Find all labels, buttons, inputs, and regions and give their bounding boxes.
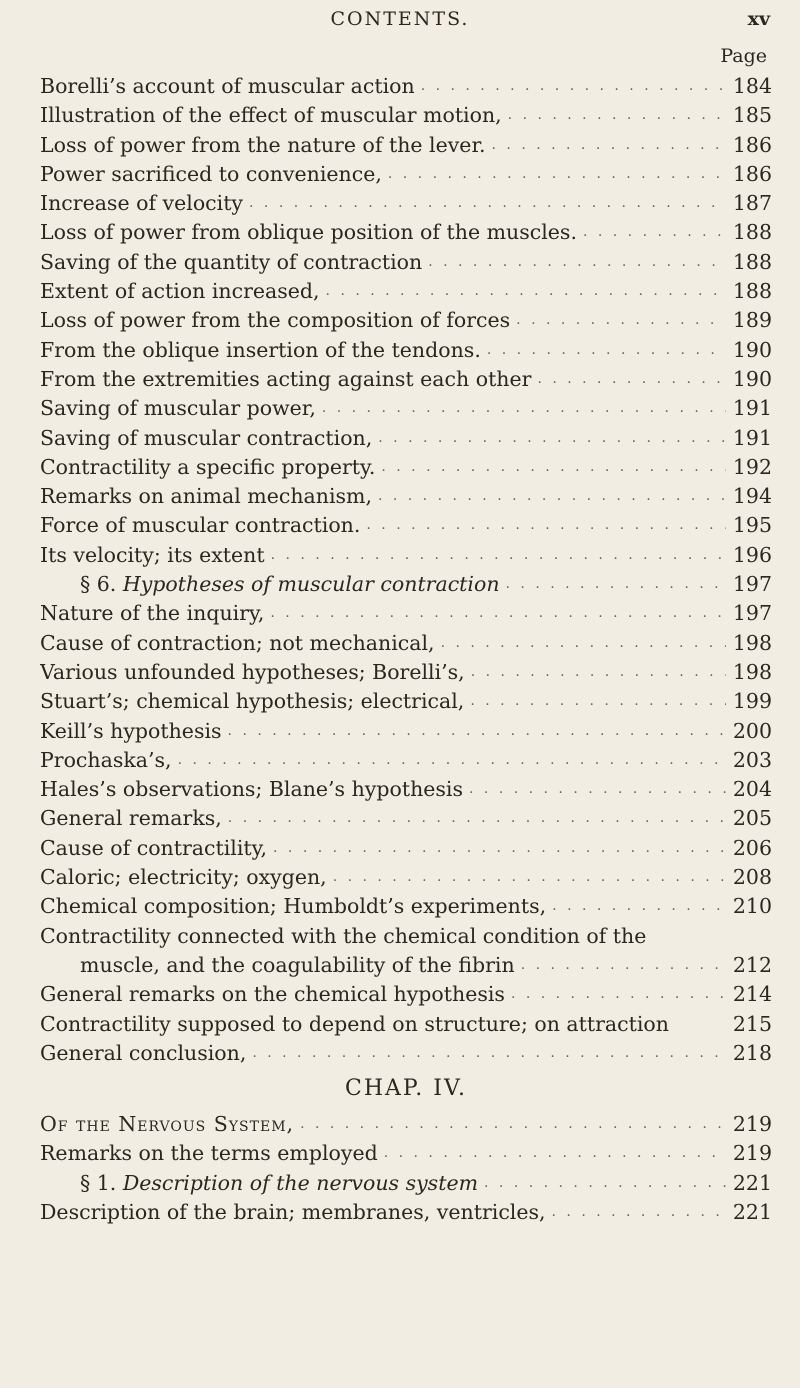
toc-page: 221 [726,1198,772,1227]
toc-text: General remarks, [40,804,228,833]
toc-entry [40,1139,772,1168]
toc-entry [40,863,772,892]
toc-page: 197 [726,570,772,599]
toc-page: 215 [726,1010,772,1039]
page-column-heading: Page [720,45,767,67]
toc-text: Loss of power from the composition of forces [40,306,516,335]
toc-page: 194 [726,482,772,511]
toc-text: General remarks on the chemical hypothesis [40,980,511,1009]
toc-entry [40,717,772,746]
toc-text: Increase of velocity [40,189,249,218]
toc-text: Description of the brain; membranes, ventricles, [40,1198,552,1227]
toc-text: Hales’s observations; Blane’s hypothesis [40,775,469,804]
toc-page: 203 [726,746,772,775]
toc-page: 191 [726,424,772,453]
toc-page: 190 [726,336,772,365]
toc-group-a [40,72,772,570]
toc-text: General conclusion, [40,1039,252,1068]
toc-page: 191 [726,394,772,423]
toc-text: From the extremities acting against each other [40,365,537,394]
toc-text: Force of muscular contraction. [40,511,366,540]
toc-page: 198 [726,629,772,658]
toc-page: 205 [726,804,772,833]
toc-page: 200 [726,717,772,746]
toc-page: 188 [726,277,772,306]
toc-entry [40,453,772,482]
toc-text: Of the Nervous System, [40,1110,300,1139]
toc-text: Loss of power from oblique position of the muscles. [40,218,583,247]
toc-entry [40,394,772,423]
toc-entry [40,101,772,130]
toc-entry [40,687,772,716]
toc-group-b [40,599,772,921]
toc-page: 218 [726,1039,772,1068]
toc-entry-contractility-line2 [40,951,772,980]
toc-group-f [40,1198,772,1227]
toc-page: 197 [726,599,772,628]
toc-page: 204 [726,775,772,804]
toc-text: Cause of contractility, [40,834,273,863]
toc-page: 198 [726,658,772,687]
toc-entry [40,336,772,365]
toc-entry [40,160,772,189]
toc-entry [40,218,772,247]
toc-page: 212 [726,951,772,980]
toc-entry [40,599,772,628]
toc-entry [40,1198,772,1227]
toc-text: Saving of the quantity of contraction [40,248,428,277]
chapter-heading: CHAP. IV. [345,1076,467,1102]
toc-entry [40,482,772,511]
toc-entry [40,248,772,277]
toc-entry [40,277,772,306]
toc-text: Chemical composition; Humboldt’s experiments, [40,892,552,921]
toc-entry-structure [40,1010,772,1039]
page-number: xv [747,8,770,30]
toc-page: 184 [726,72,772,101]
toc-entry [40,804,772,833]
toc-text: Caloric; electricity; oxygen, [40,863,333,892]
toc-text: Remarks on animal mechanism, [40,482,378,511]
toc-text: Various unfounded hypotheses; Borelli’s, [40,658,471,687]
toc-text: Stuart’s; chemical hypothesis; electrical, [40,687,470,716]
toc-entry [40,746,772,775]
toc-entry [40,511,772,540]
toc-entries [40,72,772,1227]
toc-group-c [40,980,772,1009]
toc-text: Illustration of the effect of muscular motion, [40,101,508,130]
section-prefix: § 1. [80,1170,123,1195]
toc-text: Contractility supposed to depend on structure; on attraction [40,1010,675,1039]
toc-page: 210 [726,892,772,921]
toc-page: 186 [726,131,772,160]
toc-entry [40,365,772,394]
toc-page: 186 [726,160,772,189]
toc-page: 187 [726,189,772,218]
toc-entry [40,629,772,658]
page-header [0,6,800,36]
toc-page: 199 [726,687,772,716]
toc-text: Loss of power from the nature of the lever. [40,131,492,160]
toc-text: Saving of muscular power, [40,394,322,423]
toc-entry [40,131,772,160]
toc-entry [40,834,772,863]
toc-page: 195 [726,511,772,540]
toc-page: 221 [726,1169,772,1198]
section-prefix: § 6. [80,572,123,597]
section-title: Description of the nervous system [122,1170,479,1195]
toc-entry [40,306,772,335]
toc-entry-contractility-line1: Contractility connected with the chemical condition of the [40,923,647,948]
toc-section-6 [40,570,772,599]
toc-text: Remarks on the terms employed [40,1139,384,1168]
toc-page: 188 [726,218,772,247]
toc-text: Prochaska’s, [40,746,178,775]
toc-text: muscle, and the coagulability of the fibrin [80,951,521,980]
toc-text: Its velocity; its extent [40,541,271,570]
section-title: Hypotheses of muscular contraction [122,572,500,597]
toc-page: 196 [726,541,772,570]
toc-entry [40,1039,772,1068]
toc-text: Nature of the inquiry, [40,599,270,628]
toc-entry [40,775,772,804]
toc-group-e [40,1139,772,1168]
toc-page: 206 [726,834,772,863]
toc-text: Extent of action increased, [40,277,326,306]
toc-page: 208 [726,863,772,892]
toc-group-d [40,1039,772,1068]
toc-section-1 [40,1169,772,1198]
toc-entry [40,189,772,218]
toc-text: Borelli’s account of muscular action [40,72,421,101]
toc-entry [40,72,772,101]
toc-text: Contractility a specific property. [40,453,381,482]
toc-page: 214 [726,980,772,1009]
toc-entry [40,892,772,921]
toc-text: From the oblique insertion of the tendons. [40,336,487,365]
toc-entry [40,980,772,1009]
running-title: CONTENTS. [330,8,470,30]
toc-entry [40,541,772,570]
toc-page: 190 [726,365,772,394]
toc-text: Power sacrificed to convenience, [40,160,388,189]
toc-text: Keill’s hypothesis [40,717,228,746]
toc-text: Saving of muscular contraction, [40,424,378,453]
toc-chapter-title [40,1110,772,1139]
toc-text: Cause of contraction; not mechanical, [40,629,441,658]
toc-page: 192 [726,453,772,482]
toc-page: 219 [726,1110,772,1139]
toc-page: 188 [726,248,772,277]
toc-entry [40,658,772,687]
toc-page: 219 [726,1139,772,1168]
toc-entry [40,424,772,453]
toc-page: 185 [726,101,772,130]
toc-page: 189 [726,306,772,335]
